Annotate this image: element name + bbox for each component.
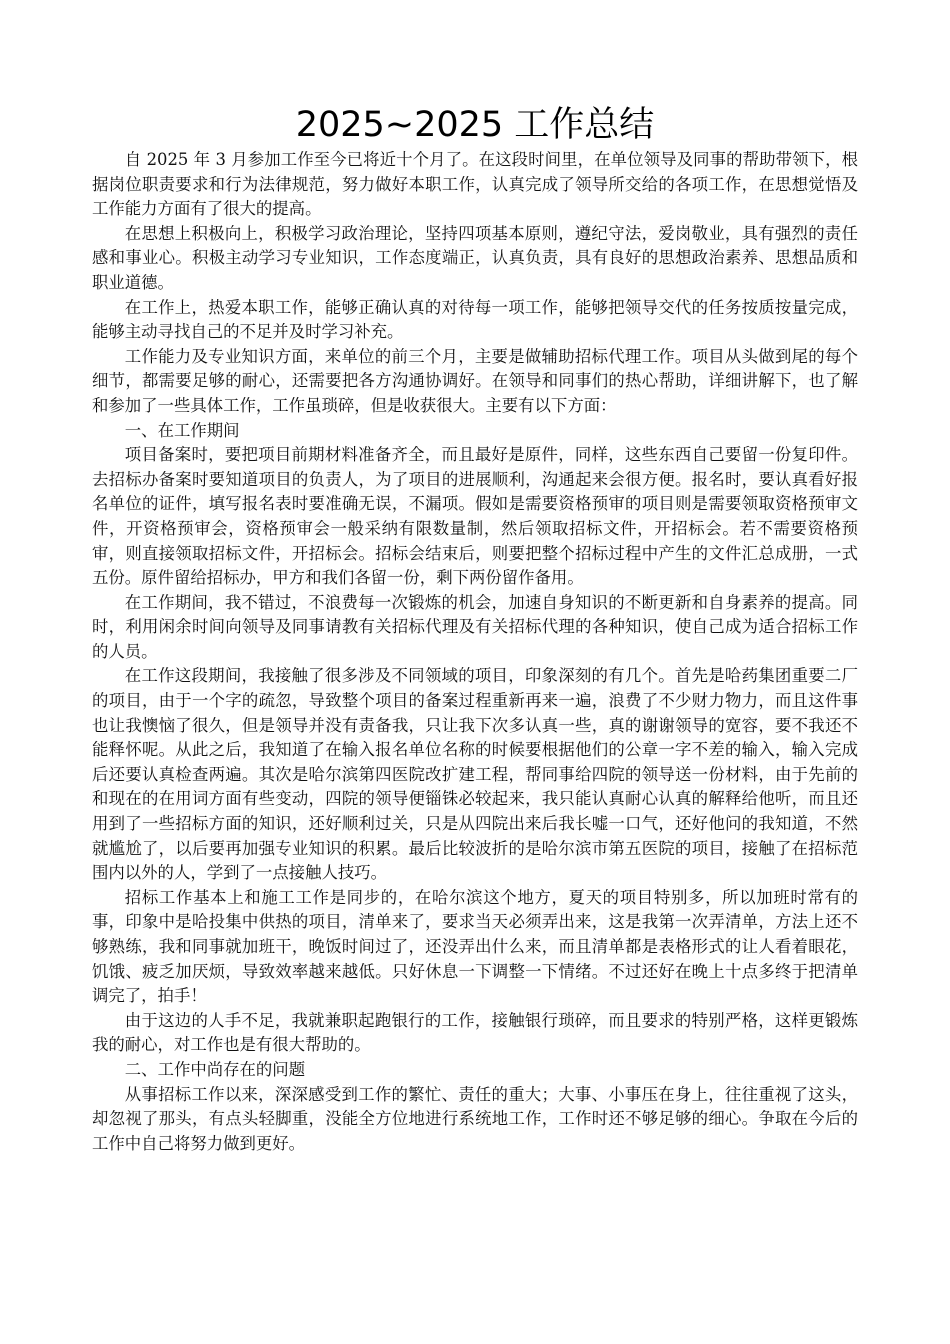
section-heading: 一、在工作期间 — [124, 420, 240, 440]
paragraph: 招标工作基本上和施工工作是同步的，在哈尔滨这个地方，夏天的项目特别多，所以加班时常有的事，印象中是哈投集中供热的项目，清单来了，要求当天必须弄出来，这是我第一次弄清单，方法上还不够熟练，我和同事就加班干，晚饭时间过了，还没弄出什么来，而且清单都是表格形式的让人看着眼花，饥饿、疲乏加厌烦，导致效率越来越低。只好休息一下调整一下情绪。不过还好在晚上十点多终于把清单调完了，拍手！ — [92, 887, 858, 1006]
document-title: 2025~2025 工作总结 — [295, 105, 655, 145]
paragraph: 在工作期间，我不错过，不浪费每一次锻炼的机会，加速自身知识的不断更新和自身素养的提高。同时，利用闲余时间向领导及同事请教有关招标代理及有关招标代理的各种知识，使自己成为适合招标工作的人员。 — [92, 592, 858, 661]
section-heading: 二、工作中尚存在的问题 — [124, 1059, 306, 1079]
paragraph: 自 2025 年 3 月参加工作至今已将近十个月了。在这段时间里，在单位领导及同事的帮助带领下，根据岗位职责要求和行为法律规范，努力做好本职工作，认真完成了领导所交给的各项工作，在思想觉悟及工作能力方面有了很大的提高。 — [92, 150, 858, 219]
paragraph: 在思想上积极向上，积极学习政治理论，坚持四项基本原则，遵纪守法，爱岗敬业，具有强烈的责任感和事业心。积极主动学习专业知识，工作态度端正，认真负责，具有良好的思想政治素养、思想品质和职业道德。 — [92, 223, 858, 292]
document-body — [92, 148, 858, 1156]
paragraph: 在工作上，热爱本职工作，能够正确认真的对待每一项工作，能够把领导交代的任务按质按量完成，能够主动寻找自己的不足并及时学习补充。 — [92, 297, 858, 342]
paragraph: 工作能力及专业知识方面，来单位的前三个月，主要是做辅助招标代理工作。项目从头做到尾的每个细节，都需要足够的耐心，还需要把各方沟通协调好。在领导和同事们的热心帮助，详细讲解下，也了解和参加了一些具体工作，工作虽琐碎，但是收获很大。主要有以下方面： — [92, 346, 858, 415]
paragraph: 项目备案时，要把项目前期材料准备齐全，而且最好是原件，同样，这些东西自己要留一份复印件。去招标办备案时要知道项目的负责人，为了项目的进展顺利，沟通起来会很方便。报名时，要认真看好报名单位的证件，填写报名表时要准确无误，不漏项。假如是需要资格预审的项目则是需要领取资格预审文件，开资格预审会，资格预审会一般采纳有限数量制，然后领取招标文件，开招标会。若不需要资格预审，则直接领取招标文件，开招标会。招标会结束后，则要把整个招标过程中产生的文件汇总成册，一式五份。原件留给招标办，甲方和我们各留一份，剩下两份留作备用。 — [92, 445, 858, 588]
paragraph: 在工作这段期间，我接触了很多涉及不同领域的项目，印象深刻的有几个。首先是哈药集团重要二厂的项目，由于一个字的疏忽，导致整个项目的备案过程重新再来一遍，浪费了不少财力物力，而且这件事也让我懊恼了很久，但是领导并没有责备我，只让我下次多认真一些，真的谢谢领导的宽容，要不我还不能释怀呢。从此之后，我知道了在输入报名单位名称的时候要根据他们的公章一字不差的输入，输入完成后还要认真检查两遍。其次是哈尔滨第四医院改扩建工程，帮同事给四院的领导送一份材料，由于先前的和现在的在用词方面有些变动，四院的领导便锱铢必较起来，我只能认真耐心认真的解释给他听，而且还用到了一些招标方面的知识，还好顺利过关，只是从四院出来后我长嘘一口气，还好他问的我知道，不然就尴尬了，以后要再加强专业知识的积累。最后比较波折的是哈尔滨市第五医院的项目，接触了在招标范围内以外的人，学到了一点接触人技巧。 — [92, 666, 858, 883]
paragraph: 由于这边的人手不足，我就兼职起跑银行的工作，接触银行琐碎，而且要求的特别严格，这样更锻炼我的耐心，对工作也是有很大帮助的。 — [92, 1010, 858, 1055]
paragraph: 从事招标工作以来，深深感受到工作的繁忙、责任的重大；大事、小事压在身上，往往重视了这头，却忽视了那头，有点头轻脚重，没能全方位地进行系统地工作，工作时还不够足够的细心。争取在今后的工作中自己将努力做到更好。 — [92, 1084, 858, 1153]
